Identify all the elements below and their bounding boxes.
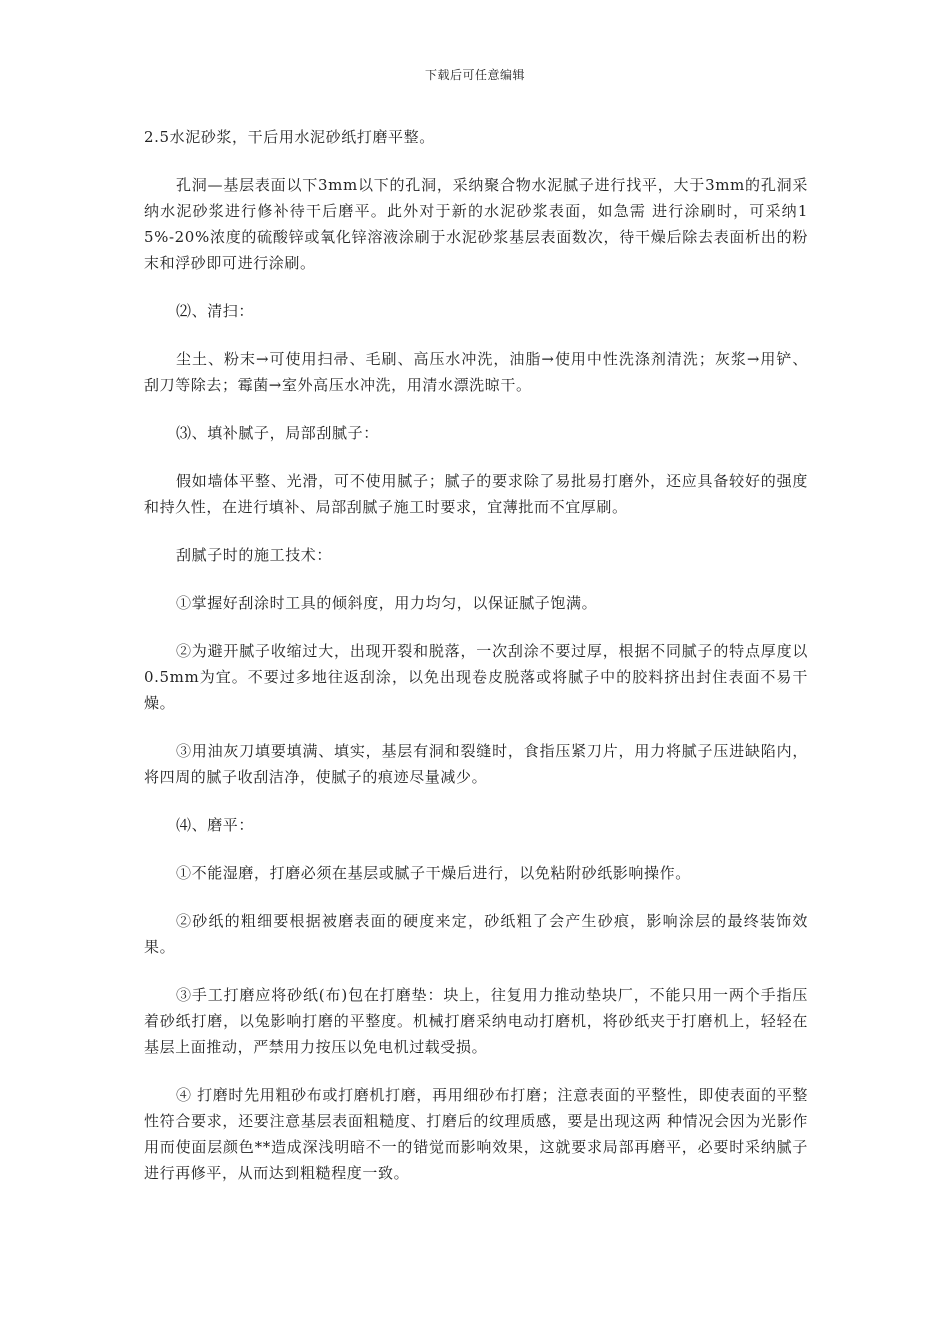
document-body — [144, 124, 808, 1186]
section-heading-putty: ⑶、填补腻子，局部刮腻子： — [176, 424, 379, 442]
paragraph-putty-requirements: 假如墙体平整、光滑，可不使用腻子；腻子的要求除了易批易打磨外，还应具备较好的强度和持久性，在进行填补、局部刮腻子施工时要求，宜薄批而不宜厚刷。 — [144, 472, 808, 516]
paragraph-sanding-step-1: ①不能湿磨，打磨必须在基层或腻子干燥后进行，以免粘附砂纸影响操作。 — [176, 864, 691, 882]
paragraph-cleaning: 尘土、粉末→可使用扫帚、毛刷、高压水冲洗，油脂→使用中性洗涤剂清洗；灰浆→用铲、刮刀等除去；霉菌→室外高压水冲洗，用清水漂洗晾干。 — [144, 350, 808, 394]
paragraph-sanding-step-2: ②砂纸的粗细要根据被磨表面的硬度来定，砂纸粗了会产生砂痕，影响涂层的最终装饰效果。 — [144, 912, 808, 956]
paragraph-putty-step-3: ③用油灰刀填要填满、填实，基层有洞和裂缝时，食指压紧刀片，用力将腻子压进缺陷内，将四周的腻子收刮洁净，使腻子的痕迹尽量减少。 — [144, 742, 808, 786]
section-heading-sanding: ⑷、磨平： — [176, 816, 255, 834]
paragraph-sanding-step-4: ④ 打磨时先用粗砂布或打磨机打磨，再用细砂布打磨；注意表面的平整性，即使表面的平整性符合要求，还要注意基层表面粗糙度、打磨后的纹理质感，要是出现这两 种情况会因为光影作用而使面层颜色**造成深浅明暗不一的错觉而影响效果，这就要求局部再磨平，必要时采纳腻子进行再修平，从而达到粗糙程度一致。 — [144, 1086, 808, 1182]
page-header: 下载后可任意编辑 — [424, 68, 525, 82]
paragraph-holes: 孔洞—基层表面以下3mm以下的孔洞，采纳聚合物水泥腻子进行找平，大于3mm的孔洞采纳水泥砂浆进行修补待干后磨平。此外对于新的水泥砂浆表面，如急需 进行涂刷时，可采纳15%-20%浓度的硫酸锌或氧化锌溶液涂刷于水泥砂浆基层表面数次，待干燥后除去表面析出的粉末和浮砂即可进行涂刷。 — [144, 176, 808, 272]
paragraph-putty-step-1: ①掌握好刮涂时工具的倾斜度，用力均匀，以保证腻子饱满。 — [176, 594, 598, 612]
paragraph-putty-technique-heading: 刮腻子时的施工技术： — [176, 546, 333, 564]
paragraph-cement-mortar: 2.5水泥砂浆，干后用水泥砂纸打磨平整。 — [144, 128, 435, 146]
paragraph-sanding-step-3: ③手工打磨应将砂纸(布)包在打磨垫：块上，往复用力推动垫块厂，不能只用一两个手指压着砂纸打磨，以兔影响打磨的平整度。机械打磨采纳电动打磨机，将砂纸夹于打磨机上，轻轻在基层上面推动，严禁用力按压以免电机过载受损。 — [144, 986, 808, 1056]
section-heading-cleaning: ⑵、清扫： — [176, 302, 255, 320]
paragraph-putty-step-2: ②为避开腻子收缩过大，出现开裂和脱落，一次刮涂不要过厚，根据不同腻子的特点厚度以0.5mm为宜。不要过多地往返刮涂，以免出现卷皮脱落或将腻子中的胶料挤出封住表面不易干燥。 — [144, 642, 808, 712]
